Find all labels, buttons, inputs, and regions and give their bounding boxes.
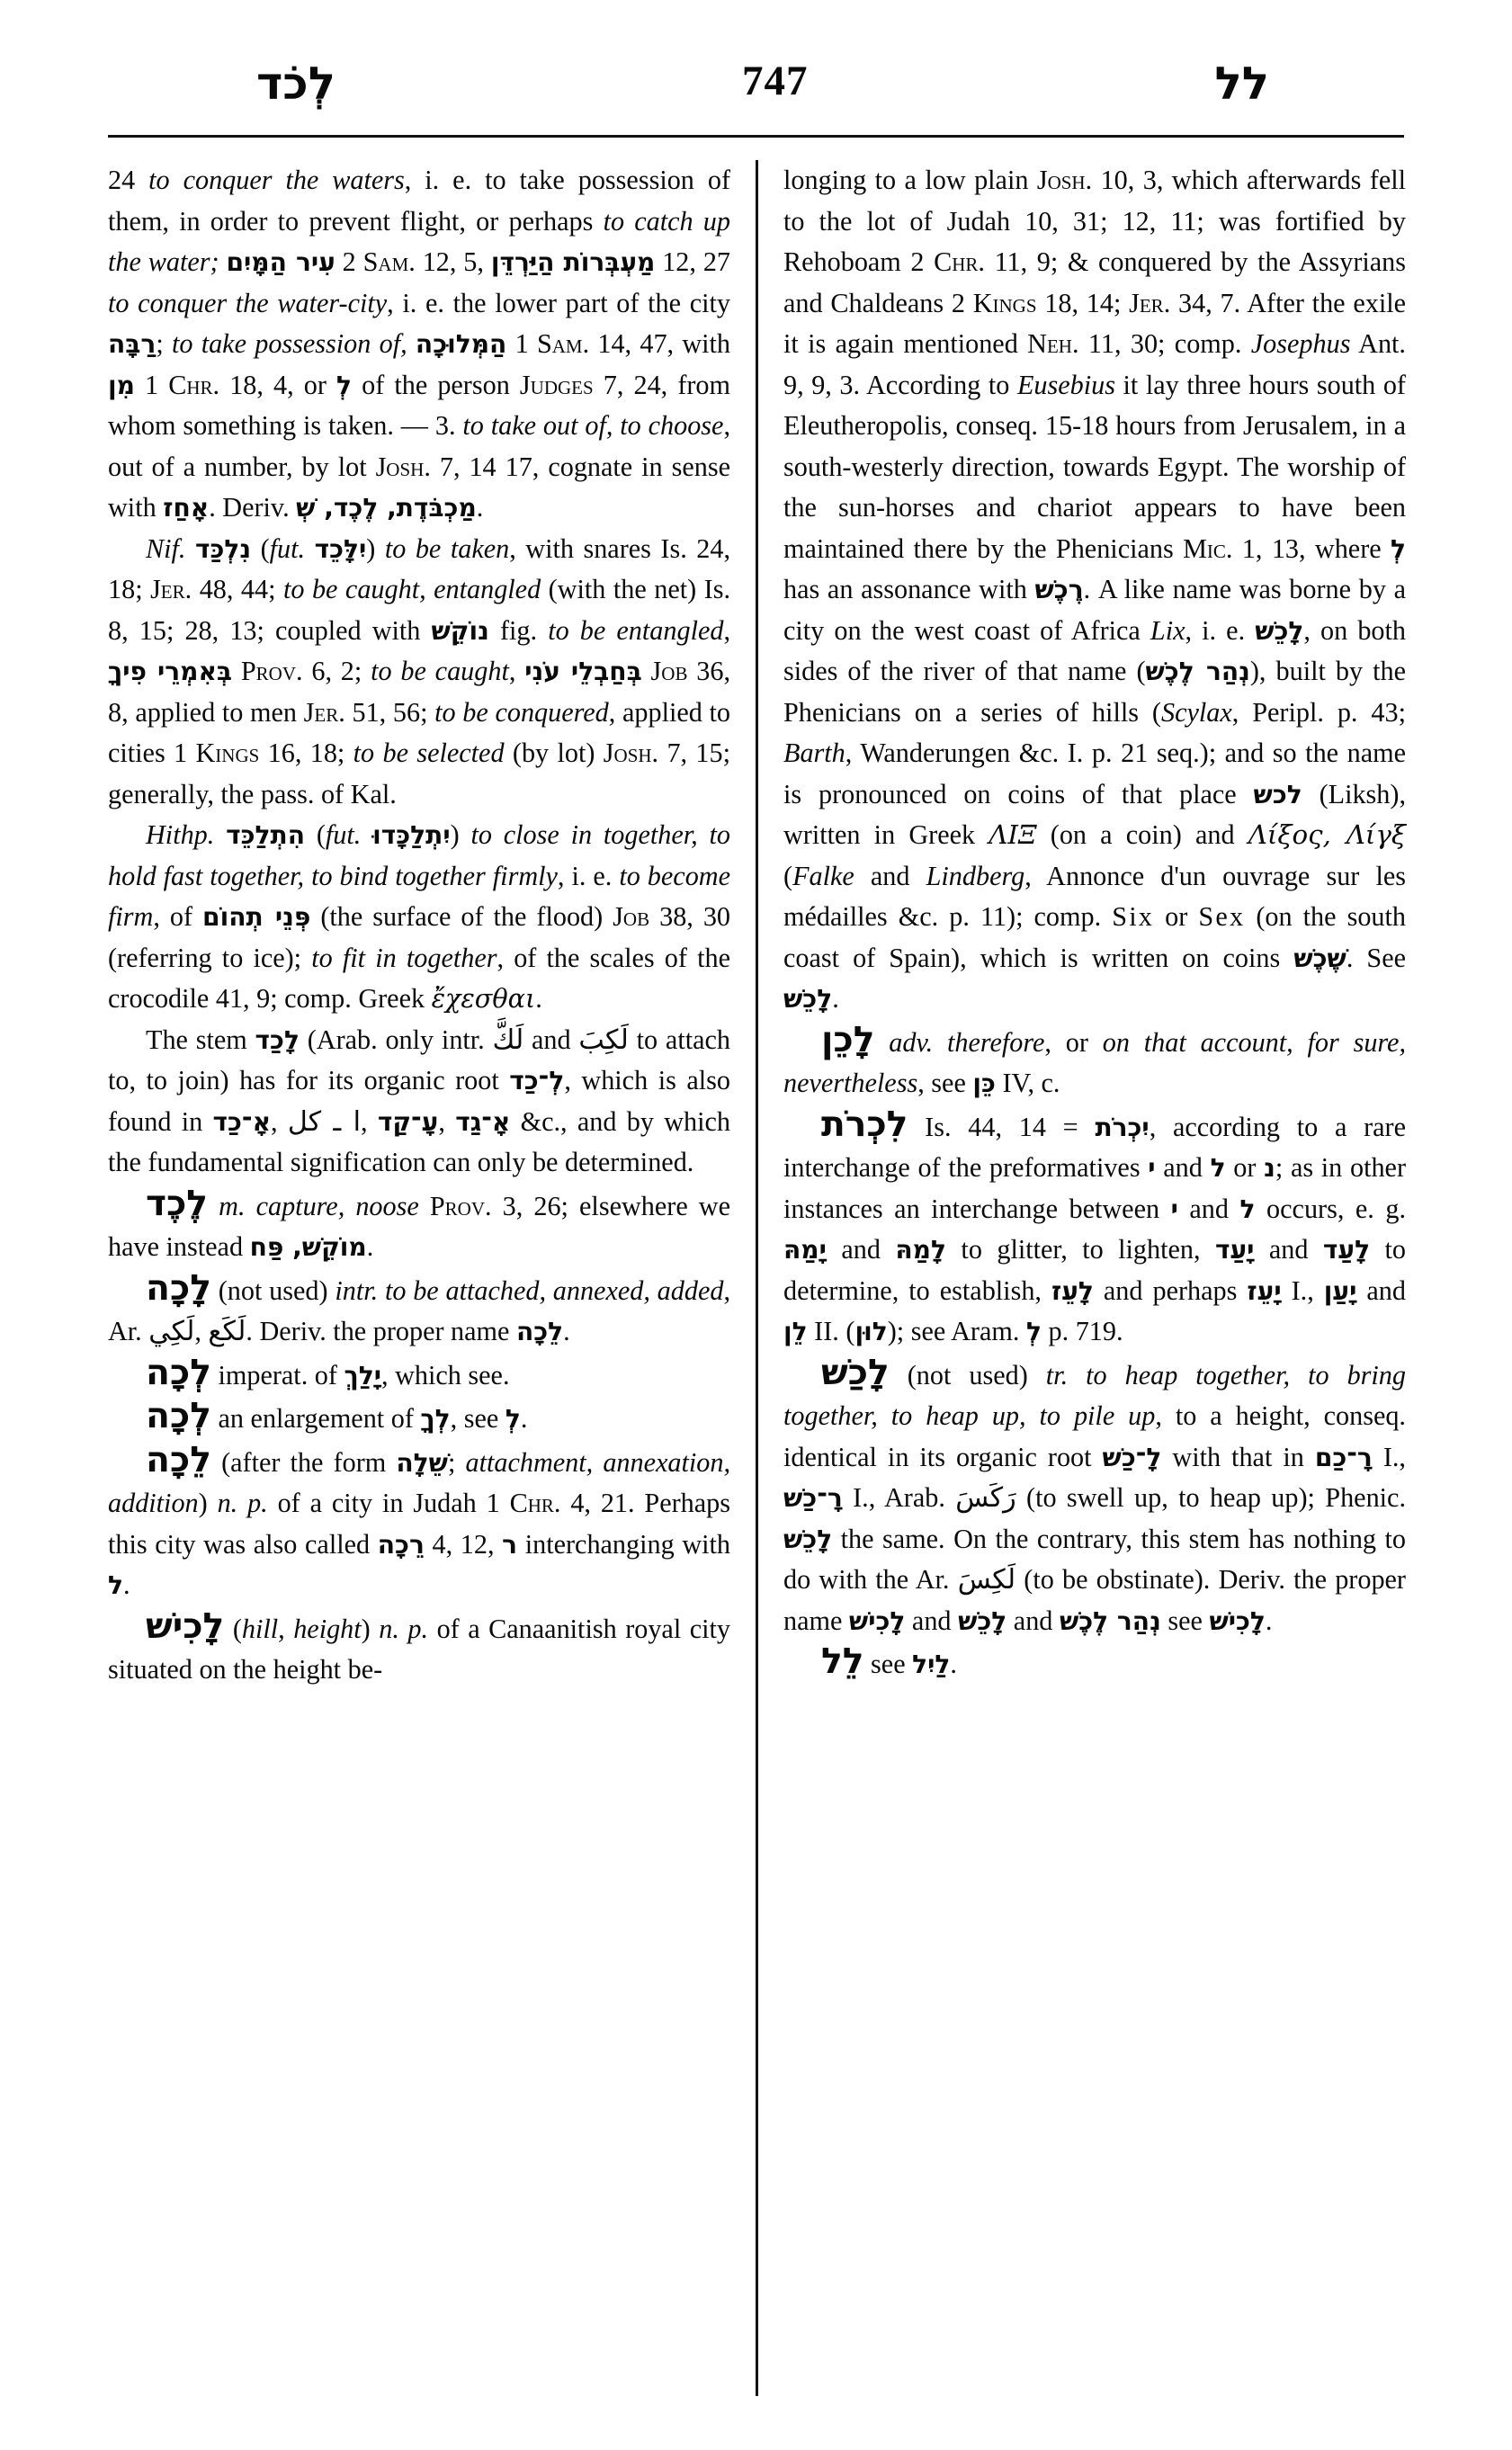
gloss-text: hill, height (241, 1613, 362, 1644)
scripture-ref: Job (613, 901, 650, 932)
hebrew-word: יָלַךְ (344, 1360, 381, 1390)
scripture-ref: Josh. (375, 451, 431, 482)
entry-stem-note: The stem לָכַד (Arab. only intr. لَكَّ and لَكِبَ to attach to, to join) has for its organic root לְ־כַד, which is also found in אָ־כַד, ا ـ كل, עָ־קַד, אָ־גַד &c., and by which the fundamental signification can only be determined. (108, 1024, 731, 1177)
scripture-ref: Kings (972, 287, 1037, 318)
hebrew-word: מִן (108, 370, 135, 400)
hebrew-word: הַמְּלוּכָה (415, 329, 507, 359)
scripture-ref: Chr. (509, 1488, 561, 1518)
gloss-text: on that account, for sure, nevertheless (783, 1026, 1406, 1098)
scripture-ref: Josh. (603, 738, 659, 768)
hebrew-word: יִתְלַכָּדוּ (372, 820, 451, 850)
arabic-word: لَكِسَ (957, 1564, 1016, 1596)
scripture-ref: Job (650, 656, 688, 686)
gloss-text: fut. (269, 532, 306, 564)
entry-lal: לֵל see לַיִל. (821, 1641, 957, 1682)
hebrew-word: לַיִל (912, 1650, 951, 1679)
hebrew-word: רֶכֶשׁ (1034, 575, 1084, 604)
gloss-text: to be selected (353, 738, 505, 768)
hebrew-word: לָכֵשׁ (1255, 615, 1304, 646)
scripture-ref: Jer. (1129, 287, 1171, 318)
gloss-text: to close in together, to hold fast together, to bind together firmly (108, 819, 730, 891)
greek-word: Λίξος, Λίγξ (1248, 819, 1406, 850)
hebrew-word: לכש (1253, 779, 1302, 809)
hebrew-word: לָכֵשׁ (783, 1524, 833, 1554)
entry-headword: לֵל (821, 1641, 864, 1682)
hebrew-word: נוֹקֵשׁ (431, 615, 489, 646)
hebrew-word: בְּחַבְלֵי עֹנִי (524, 657, 642, 686)
hebrew-word: מוֹקֵשׁ, פַּח (249, 1232, 367, 1262)
scripture-ref: Prov. (240, 656, 303, 686)
entry-headword: לְכָה (146, 1352, 211, 1393)
hebrew-word: כֵּן (972, 1069, 996, 1098)
entry-niphal: Nif. נִלְכַּד (fut. יִלָּכֵד) to be taken, with snares Is. 24, 18; Jer. 48, 44; to be caught, entangled (with the net) Is. 8, 15; 28, 13; coupled with נוֹקֵשׁ fig. to be entangled, בְּאִמְרֵי פִיךָ Prov. 6, 2; to be caught, בְּחַבְלֵי עֹנִי Job 36, 8, applied to men Jer. 51, 56; to be conquered, applied to cities 1 Kings 16, 18; to be selected (by lot) Josh. 7, 15; generally, the pass. of Kal. (108, 532, 731, 809)
hebrew-word: לוּן (854, 1317, 888, 1346)
hebrew-word: רָ־כַם (1314, 1442, 1373, 1472)
hebrew-word: לָעַד (1322, 1235, 1371, 1265)
gloss-text: n. p. (217, 1488, 268, 1518)
hebrew-word: לְ (505, 1404, 521, 1434)
gloss-text: to conquer the waters (148, 165, 405, 195)
gloss-text: to conquer the water-city (108, 287, 388, 318)
hebrew-word: לְ־כַד (509, 1066, 565, 1095)
running-head (108, 41, 1404, 110)
hebrew-word: יָעַן (1323, 1275, 1357, 1306)
entry-headword: לְכָה (146, 1396, 211, 1436)
entry-lakah-root: לָכָה (not used) intr. to be attached, annexed, added, Ar. لَكِي, لَكَع. Deriv. the proper name לֵכָה. (108, 1267, 730, 1347)
gloss-text: Lix (1150, 614, 1185, 646)
hebrew-word: ל (108, 1570, 123, 1600)
hebrew-word: מַכְבֹּדֶת, לֶכֶד, שְׁ (296, 493, 477, 523)
column-left (108, 160, 758, 2396)
hebrew-word: הִתְלַכֵּד (226, 820, 305, 850)
entry-headword: לָכָה (146, 1267, 211, 1309)
gloss-text: Lindberg (926, 860, 1025, 891)
greek-word: ΛΙΞ (989, 819, 1037, 850)
scripture-ref: Jer. (303, 696, 345, 728)
gloss-text: to be entangled (548, 614, 724, 646)
gloss-text: Josephus (1250, 328, 1351, 359)
entry-likhroth: לִכְרֹת Is. 44, 14 = יִכְרֹת, according to a rare interchange of the preformatives י and ל or נ; as in other instances an interchange between י and ל occurs, e. g. יָמַהּ and לָמַהּ to glitter, to lighten, יָעַד and לָעַד to determine, to establish, לָעֵז and perhaps יָעֵז I., יָעַן and לֵן II. (לוּן); see Aram. לְ p. 719. (783, 1104, 1407, 1346)
hebrew-word: לָכֵשׁ (958, 1605, 1007, 1636)
gloss-text: tr. to heap together, to bring together, to heap up, to pile up (783, 1359, 1406, 1431)
hebrew-word: אָ־כַד (212, 1106, 272, 1137)
gloss-text: Nif. (146, 532, 186, 564)
hebrew-word: יִכְרֹת (1095, 1112, 1150, 1142)
spaced-text: Six (1112, 901, 1155, 932)
arabic-word: لَكِبَ (578, 1024, 629, 1056)
hebrew-word: שֵׁלָה (396, 1447, 448, 1478)
hebrew-word: רַבָּה (108, 329, 157, 359)
hebrew-word: פְּנֵי תְהוֹם (202, 902, 311, 932)
hebrew-word: לֵן (783, 1317, 808, 1346)
hebrew-word: ל (1210, 1153, 1226, 1183)
gloss-text: to become firm (108, 860, 730, 932)
scripture-ref: Sam. (536, 328, 590, 359)
entry-headword: לֶכֶד (146, 1183, 209, 1224)
scripture-ref: Chr. (934, 246, 985, 277)
hebrew-word: יִלָּכֵד (314, 533, 367, 564)
scripture-ref: Prov. (429, 1190, 492, 1221)
scripture-ref: Neh. (1027, 328, 1079, 359)
gloss-text: to be conquered (434, 696, 609, 728)
hebrew-word: לְךָ (420, 1404, 451, 1434)
entry-headword: לָכֵן (821, 1019, 875, 1060)
hebrew-word: יָעַד (1215, 1235, 1255, 1265)
hebrew-word: נ (1264, 1153, 1275, 1183)
scripture-ref: Sam. (362, 246, 416, 277)
arabic-word: ا ـ كل (287, 1105, 361, 1138)
hebrew-word: בְּאִמְרֵי פִיךָ (108, 657, 233, 686)
hebrew-word: לְ (1025, 1317, 1042, 1346)
gloss-text: to be taken (384, 532, 510, 564)
hebrew-word: לָכַד (255, 1024, 300, 1055)
header-rule (108, 135, 1404, 138)
hebrew-word: ל (1239, 1194, 1256, 1224)
column-right (758, 160, 1406, 2396)
hebrew-word: יָמַהּ (783, 1235, 827, 1265)
scripture-ref: Mic. (1183, 532, 1233, 564)
gloss-text: Scylax (1160, 696, 1232, 728)
hebrew-word: לָכִישׁ (848, 1605, 906, 1636)
hebrew-word: לְ (336, 370, 353, 400)
gloss-text: Falke (792, 860, 854, 891)
hebrew-word: לָכִישׁ (1209, 1605, 1266, 1636)
entry-lakish: לָכִישׁ (hill, height) n. p. of a Canaanitish royal city situated on the height be- (108, 1605, 731, 1685)
entry-headword: לָכִישׁ (146, 1605, 225, 1647)
hebrew-word: מַעְבְּרוֹת הַיַּרְדֵּן (490, 247, 656, 277)
greek-word: ἔχεσθαι (431, 983, 536, 1014)
hebrew-word: לָעֵז (1051, 1275, 1094, 1306)
gloss-text: attachment, annexation, addition (108, 1446, 730, 1518)
hebrew-word: י (1170, 1194, 1178, 1224)
gloss-text: n. p. (379, 1613, 429, 1644)
hebrew-word: עָ־קַד (377, 1106, 439, 1137)
hebrew-word: אָחַז (163, 493, 210, 523)
hebrew-word: ר (502, 1529, 518, 1560)
gloss-text: to take possession of, (171, 328, 407, 359)
hebrew-word: לֵכָה (515, 1317, 564, 1346)
entry-headword: לִכְרֹת (821, 1104, 908, 1145)
hebrew-word: י (1148, 1153, 1156, 1183)
gloss-text: to catch up the water; (108, 205, 730, 277)
gloss-text: fut. (325, 819, 362, 850)
hebrew-word: רָ־כַשׁ (783, 1483, 843, 1513)
hebrew-word: עִיר הַמָּיִם (226, 247, 336, 277)
entry-hithpael: Hithp. הִתְלַכֵּד (fut. יִתְלַכָּדוּ) to close in together, to hold fast together, to bind together firmly, i. e. to become firm, of פְּנֵי תְהוֹם (the surface of the flood) Job 38, 30 (referring to ice); to fit in together, of the scales of the crocodile 41, 9; comp. Greek ἔχεσθαι. (108, 819, 731, 1014)
arabic-word: لَكَع (208, 1316, 246, 1347)
page-number: 747 (741, 58, 809, 104)
hebrew-word: שֶׁכֶשׁ (1293, 943, 1346, 973)
gloss-text: Barth (783, 738, 845, 768)
gloss-text: to be caught (371, 656, 509, 686)
hebrew-word: לָכֵשׁ (783, 984, 833, 1014)
arabic-word: لَكِي (148, 1316, 195, 1347)
hebrew-word: נְהַר לֶכֶשׁ (1059, 1605, 1161, 1636)
hebrew-word: לָ־כַשׁ (1102, 1442, 1162, 1472)
entry-lekah-enlargement: לְכָה an enlargement of לְךָ, see לְ. (146, 1396, 528, 1436)
entry-laken: לָכֵן adv. therefore, or on that account, for sure, nevertheless, see כֵּן IV, c. (783, 1019, 1406, 1098)
arabic-word: لَكَّ (492, 1024, 524, 1056)
gloss-text: to fit in together (311, 942, 497, 973)
hebrew-word: רֵכָה (377, 1529, 425, 1560)
entry-headword: לֵכָה (146, 1439, 211, 1480)
gloss-text: to take out of, to choose (462, 410, 724, 441)
scripture-ref: Chr. (168, 369, 220, 400)
entry-lekah-imperat: לְכָה imperat. of יָלַךְ, which see. (146, 1352, 510, 1393)
scripture-ref: Jer. (150, 574, 192, 604)
gloss-text: Eusebius (1016, 369, 1115, 400)
spaced-text: Sex (1198, 901, 1246, 932)
entry-lekah-city: לֵכָה (after the form שֵׁלָה; attachment, annexation, addition) n. p. of a city in Judah 1 Chr. 4, 21. Perhaps this city was also called רֵכָה 4, 12, ר interchanging with ל. (108, 1439, 731, 1600)
hebrew-word: נִלְכַּד (194, 533, 252, 564)
scripture-ref: Josh. (1036, 165, 1093, 195)
running-head-right-hebrew: לל (1214, 58, 1269, 110)
gloss-text: to be caught, entangled (282, 574, 541, 604)
body-columns (108, 160, 1406, 2396)
entry-lakad-kal-cont: 24 to conquer the waters, i. e. to take possession of them, in order to prevent flight, or perhaps to catch up the water; עִיר הַמָּיִם 2 Sam. 12, 5, מַעְבְּרוֹת הַיַּרְדֵּן 12, 27 to conquer the water-city, i. e. the lower part of the city רַבָּה; to take possession of, הַמְּלוּכָה 1 Sam. 14, 47, with מִן 1 Chr. 18, 4, or לְ of the person Judges 7, 24, from whom something is taken. — 3. to take out of, to choose, out of a number, by lot Josh. 7, 14 17, cognate in sense with אָחַז. Deriv. מַכְבֹּדֶת, לֶכֶד, שְׁ. (108, 165, 731, 523)
hebrew-word: לְ (1391, 533, 1406, 564)
entry-lakish-cont: longing to a low plain Josh. 10, 3, which afterwards fell to the lot of Judah 10, 31; 12, 11; was fortified by Rehoboam 2 Chr. 11, 9; & conquered by the Assyrians and Chaldeans 2 Kings 18, 14; Jer. 34, 7. After the exile it is again mentioned Neh. 11, 30; comp. Josephus Ant. 9, 9, 3. According to Eusebius it lay three hours south of Eleutheropolis, conseq. 15-18 hours from Jerusalem, in a south-westerly direction, towards Egypt. The worship of the sun-horses and chariot appears to have been maintained there by the Phenicians Mic. 1, 13, where לְ has an assonance with רֶכֶשׁ. A like name was borne by a city on the west coast of Africa Lix, i. e. לָכֵשׁ, on both sides of the river of that name (נְהַר לֶכֶשׁ), built by the Phenicians on a series of hills (Scylax, Peripl. p. 43; Barth, Wanderungen &c. I. p. 21 seq.); and so the name is pronounced on coins of that place לכש (Liksh), written in Greek ΛΙΞ (on a coin) and Λίξος, Λίγξ (Falke and Lindberg, Annonce d'un ouvrage sur les médailles &c. p. 11); comp. Six or Sex (on the south coast of Spain), which is written on coins שֶׁכֶשׁ. See לָכֵשׁ. (783, 165, 1407, 1014)
running-head-left-hebrew: לְכֹד (256, 58, 336, 110)
scripture-ref: Judges (519, 369, 594, 400)
gloss-text: m. capture, noose (219, 1190, 419, 1221)
arabic-word: رَكَسَ (955, 1482, 1016, 1514)
gloss-text: intr. to be attached, annexed, added (335, 1274, 724, 1306)
entry-leked: לֶכֶד m. capture, noose Prov. 3, 26; elsewhere we have instead מוֹקֵשׁ, פַּח. (108, 1183, 731, 1262)
gloss-text: Hithp. (146, 819, 215, 850)
gloss-text: adv. therefore (889, 1026, 1045, 1058)
hebrew-word: אָ־גַד (455, 1106, 511, 1137)
entry-lakhash: לָכַשׁ (not used) tr. to heap together, to bring together, to heap up, to pile up, to a height, conseq. identical in its organic root לָ־כַשׁ with that in רָ־כַם I., רָ־כַשׁ I., Arab. رَكَسَ (to swell up, to heap up); Phenic. לָכֵשׁ the same. On the contrary, this stem has nothing to do with the Ar. لَكِسَ (to be obstinate). Deriv. the proper name לָכִישׁ and לָכֵשׁ and נְהַר לֶכֶשׁ see לָכִישׁ. (783, 1352, 1406, 1636)
hebrew-word: לָמַהּ (895, 1235, 946, 1265)
hebrew-word: יָעֵז (1247, 1275, 1282, 1306)
entry-headword: לָכַשׁ (821, 1352, 890, 1393)
hebrew-word: נְהַר לֶכֶשׁ (1145, 657, 1250, 686)
scripture-ref: Kings (195, 738, 260, 768)
